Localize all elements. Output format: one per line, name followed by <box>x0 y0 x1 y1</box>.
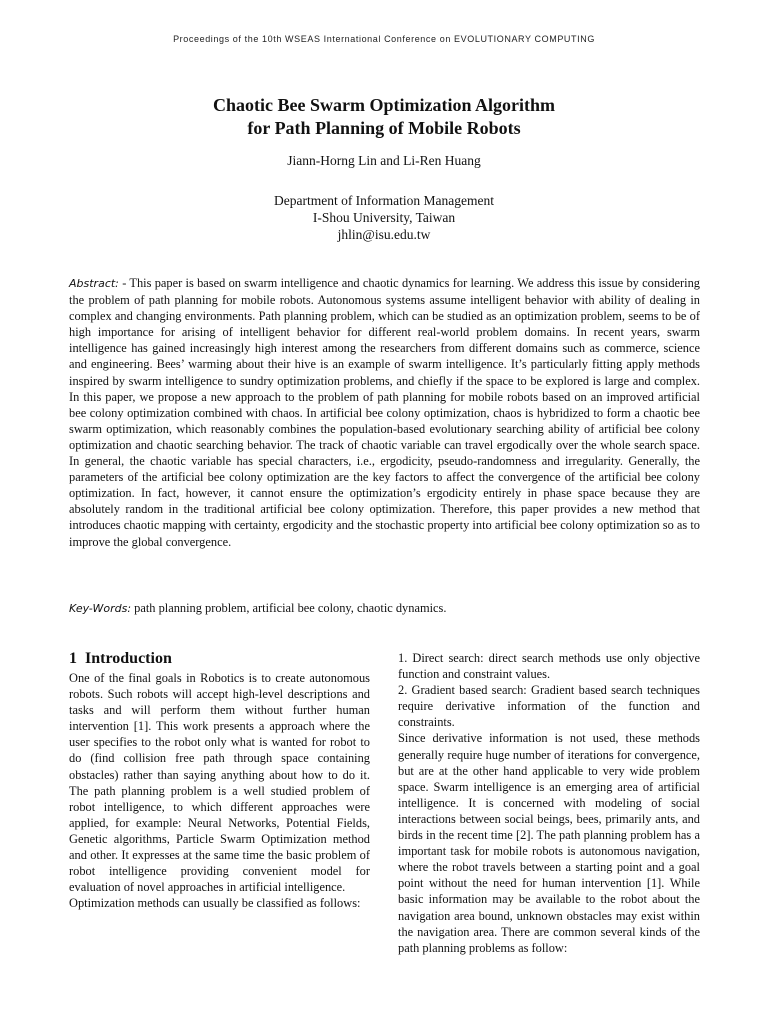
running-header: Proceedings of the 10th WSEAS International Conference on EVOLUTIONARY COMPUTING <box>173 34 595 44</box>
abstract-text: - This paper is based on swarm intelligence and chaotic dynamics for learning. We address this issue by considering the problem of path planning for mobile robots. Autonomous systems assume intelligent behavior with ability of dealing in complex and changing environments. Path planning problem, which can be studied as an optimization problem, seems to be of high importance for arising of intelligent behavior for different real-world problem domains. In recent years, swarm intelligence has gained increasingly high interest among the researchers from different domains such as commerce, science and engineering. Bees’ warming about their hive is an example of swarm intelligence. It’s particularly fitting apply methods inspired by swarm intelligence to sundry optimization problems, and chiefly if the space to be explored is large and complex. In this paper, we propose a new approach to the problem of path planning for mobile robots based on an improved artificial bee colony optimization combined with chaos. In artificial bee colony optimization, chaos is hybridized to form a chaotic bee swarm optimization, which reasonably combines the population-based evolutionary searching ability of artificial bee colony optimization and chaotic searching behavior. The track of chaotic variable can travel ergodically over the whole search space. In general, the chaotic variable has special characters, i.e., ergodicity, pseudo-randomness and irregularity. Generally, the parameters of the artificial bee colony optimization are the key factors to affect the convergence of the artificial bee colony optimization. In fact, however, it cannot ensure the optimization’s ergodicity entirely in phase space because they are absolutely random in the traditional artificial bee colony optimization. Therefore, this paper provides a new method that introduces chaotic mapping with certainty, ergodicity and the stochastic property into artificial bee colony optimization so as to improve the global convergence. <box>69 276 700 549</box>
paragraph: Optimization methods can usually be classified as follows: <box>69 896 361 911</box>
keywords-label: Key-Words: <box>69 602 132 615</box>
abstract-label: Abstract: <box>69 277 119 290</box>
paragraph: 2. Gradient based search: Gradient based search techniques require derivative information of the function and constraints. <box>398 683 700 730</box>
authors: Jiann-Horng Lin and Li-Ren Huang <box>287 153 481 168</box>
section-heading <box>69 650 172 668</box>
abstract <box>69 275 700 550</box>
section-number: 1 <box>69 650 77 667</box>
keywords <box>69 600 700 617</box>
paper-title <box>0 94 768 140</box>
paragraph: 1. Direct search: direct search methods use only objective function and constraint values. <box>398 651 700 682</box>
title-line-1: Chaotic Bee Swarm Optimization Algorithm <box>213 95 555 115</box>
right-column <box>398 650 700 956</box>
left-column <box>69 670 370 911</box>
university: I-Shou University, Taiwan <box>312 210 456 225</box>
email: jhlin@isu.edu.tw <box>337 227 431 242</box>
keywords-text: path planning problem, artificial bee colony, chaotic dynamics. <box>134 601 447 615</box>
department: Department of Information Management <box>273 193 495 208</box>
section-title: Introduction <box>85 650 172 667</box>
paragraph: One of the final goals in Robotics is to create autonomous robots. Such robots will accept high-level descriptions and tasks and will perform them without further human intervention [1]. This work presents a approach where the user specifies to the robot only what is wanted for robot to do (find collision free path through space containing obstacles) rather than saying anything about how to do it. The path planning problem is a well studied problem of robot intelligence, to which different approaches were applied, for example: Neural Networks, Potential Fields, Genetic algorithms, Particle Swarm Optimization method and other. It expresses at the same time the basic problem of robot intelligence providing convenient model for evaluation of novel approaches in artificial intelligence. <box>69 671 370 895</box>
paragraph: Since derivative information is not used, these methods generally require huge number of iterations for convergence, but are at the other hand applicable to very wide problem space. Swarm intelligence is an emerging area of artificial intelligence. It is concerned with modeling of social interactions between social beings, bees, primarily ants, and birds in the recent time [2]. The path planning problem has a important task for mobile robots is autonomous navigation, where the robot travels between a starting point and a goal point without the need for human intervention [1]. While basic information may be available to the robot about the navigation area bound, unknown obstacles may exist within the navigation area. There are common several kinds of the path planning problems as follow: <box>398 731 700 955</box>
title-line-2: for Path Planning of Mobile Robots <box>247 118 521 138</box>
affiliation <box>0 192 768 243</box>
